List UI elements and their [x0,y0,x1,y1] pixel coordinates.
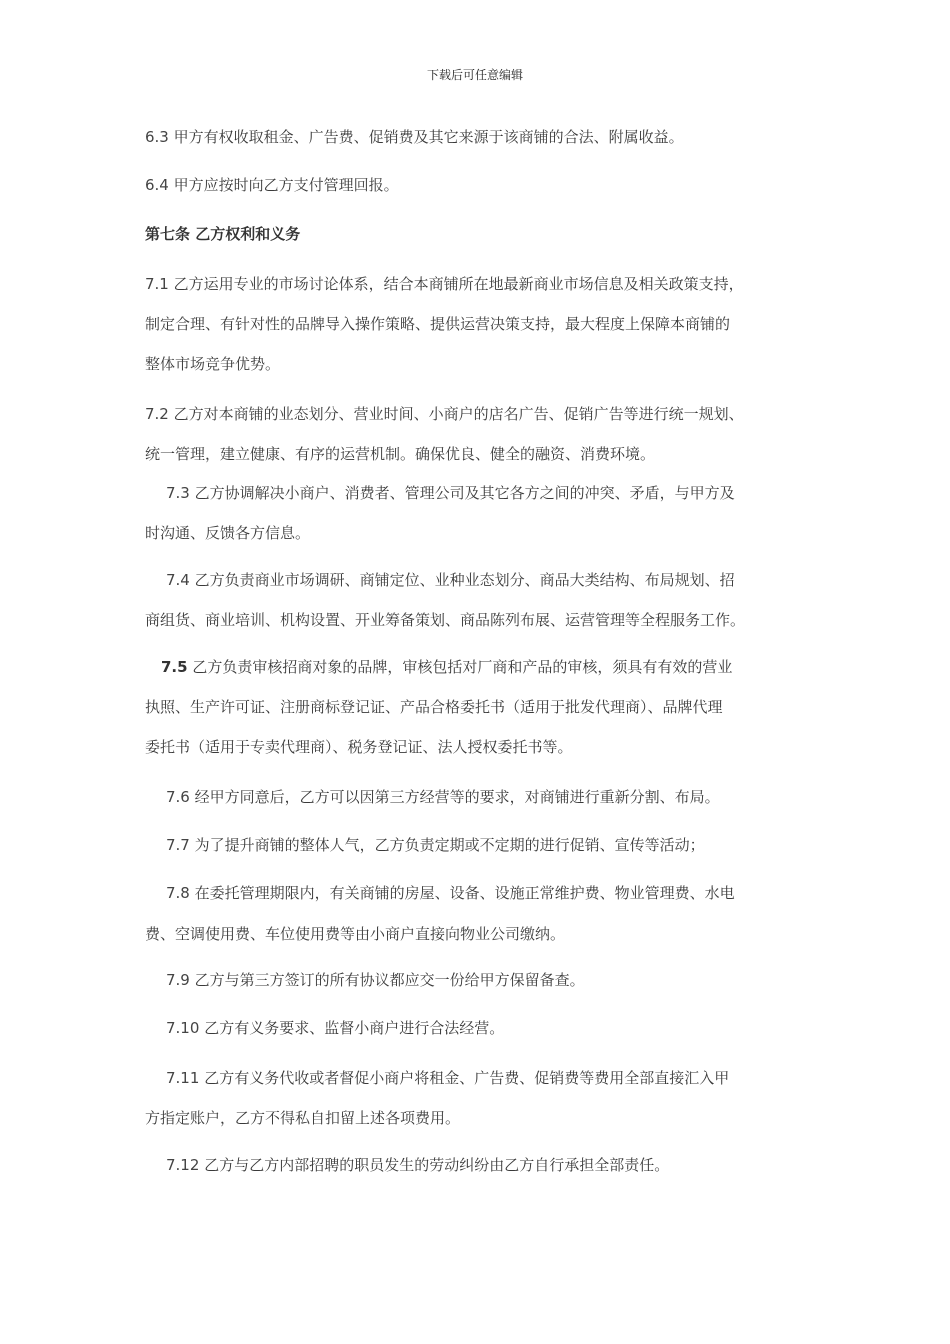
section-heading: 第七条 乙方权利和义务 [145,225,301,243]
clause-number: 7.1 [145,275,169,293]
clause-text: 乙方对本商铺的业态划分、营业时间、小商户的店名广告、促销广告等进行统一规划、 [173,405,744,423]
clause-number: 7.6 [166,788,190,806]
paragraph-7-6 [166,787,836,807]
paragraph-line: 执照、生产许可证、注册商标登记证、产品合格委托书（适用于批发代理商）、品牌代理 [145,698,723,716]
clause-number: 7.12 [166,1156,200,1174]
clause-text: 乙方有义务要求、监督小商户进行合法经营。 [204,1019,505,1037]
paragraph-7-2 [145,404,815,424]
paragraph-line: 费、空调使用费、车位使用费等由小商户直接向物业公司缴纳。 [145,925,566,943]
paragraph-7-4 [166,570,836,590]
clause-text: 甲方有权收取租金、广告费、促销费及其它来源于该商铺的合法、附属收益。 [173,128,684,146]
paragraph-7-9 [166,970,836,990]
clause-text: 乙方有义务代收或者督促小商户将租金、广告费、促销费等费用全部直接汇入甲 [204,1069,730,1087]
clause-number: 7.11 [166,1069,200,1087]
paragraph-7-1 [145,274,815,294]
paragraph-line: 商组货、商业培训、机构设置、开业筹备策划、商品陈列布展、运营管理等全程服务工作。 [145,611,746,629]
clause-text: 乙方运用专业的市场讨论体系，结合本商铺所在地最新商业市场信息及相关政策支持， [173,275,744,293]
clause-number: 7.2 [145,405,169,423]
clause-text: 为了提升商铺的整体人气，乙方负责定期或不定期的进行促销、宣传等活动； [194,836,705,854]
paragraph-7-3 [166,483,836,503]
paragraph-line: 时沟通、反馈各方信息。 [145,524,311,542]
clause-number: 6.3 [145,128,169,146]
clause-number: 7.8 [166,884,190,902]
clause-text: 经甲方同意后，乙方可以因第三方经营等的要求，对商铺进行重新分割、布局。 [194,788,720,806]
paragraph-6-3 [145,127,815,147]
clause-text: 乙方负责商业市场调研、商铺定位、业种业态划分、商品大类结构、布局规划、招 [194,571,735,589]
clause-number: 7.10 [166,1019,200,1037]
paragraph-line: 整体市场竞争优势。 [145,355,281,373]
clause-text: 乙方负责审核招商对象的品牌，审核包括对厂商和产品的审核，须具有有效的营业 [192,658,733,676]
paragraph-7-5 [161,657,831,677]
clause-number: 7.4 [166,571,190,589]
clause-number: 6.4 [145,176,169,194]
paragraph-7-12 [166,1155,836,1175]
paragraph-6-4 [145,175,815,195]
paragraph-line: 统一管理，建立健康、有序的运营机制。确保优良、健全的融资、消费环境。 [145,445,656,463]
paragraph-7-11 [166,1068,836,1088]
paragraph-line: 委托书（适用于专卖代理商）、税务登记证、法人授权委托书等。 [145,738,573,756]
paragraph-line: 方指定账户，乙方不得私自扣留上述各项费用。 [145,1109,461,1127]
clause-number: 7.9 [166,971,190,989]
clause-text: 甲方应按时向乙方支付管理回报。 [173,176,399,194]
clause-number: 7.3 [166,484,190,502]
paragraph-7-10 [166,1018,836,1038]
paragraph-7-8 [166,883,836,903]
clause-text: 乙方与乙方内部招聘的职员发生的劳动纠纷由乙方自行承担全部责任。 [204,1156,670,1174]
paragraph-7-7 [166,835,836,855]
clause-text: 在委托管理期限内，有关商铺的房屋、设备、设施正常维护费、物业管理费、水电 [194,884,735,902]
paragraph-line: 制定合理、有针对性的品牌导入操作策略、提供运营决策支持，最大程度上保障本商铺的 [145,315,731,333]
clause-text: 乙方与第三方签订的所有协议都应交一份给甲方保留备查。 [194,971,585,989]
clause-text: 乙方协调解决小商户、消费者、管理公司及其它各方之间的冲突、矛盾，与甲方及 [194,484,735,502]
clause-number: 7.7 [166,836,190,854]
clause-number: 7.5 [161,658,188,676]
page-header: 下载后可任意编辑 [426,68,523,82]
